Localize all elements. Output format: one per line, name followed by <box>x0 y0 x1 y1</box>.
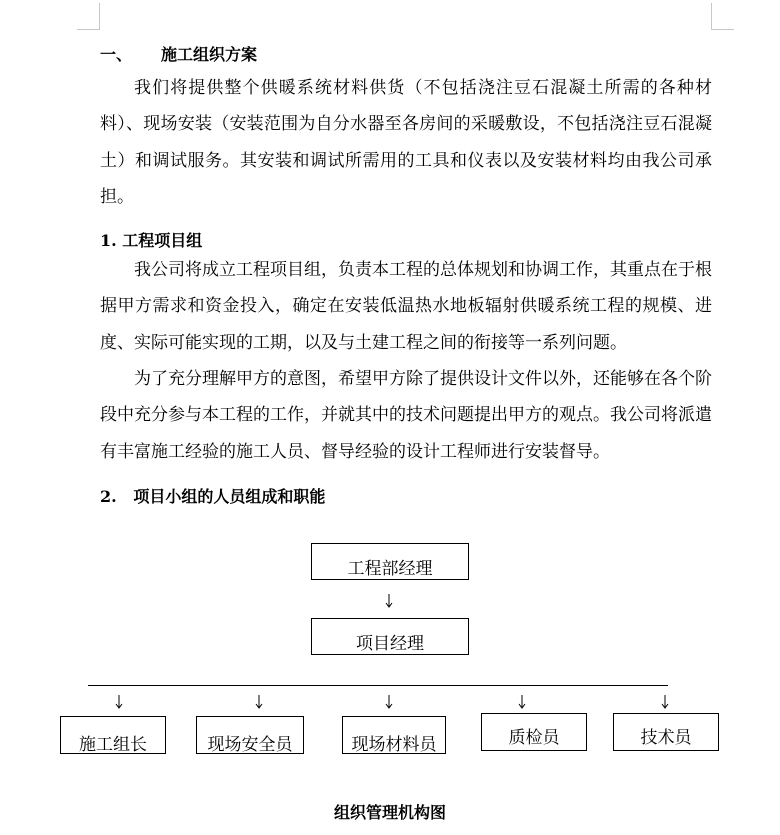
org-box-member <box>60 716 166 754</box>
section-number: 一、 <box>100 45 133 64</box>
project-team-paragraph-1: 我公司将成立工程项目组，负责本工程的总体规划和协调工作，其重点在于根据甲方需求和资金投入，确定在安装低温热水地板辐射供暖系统工程的规模、进度、实际可能实现的工期，以及与土建工程之间的衔接等一系列问题。 <box>100 260 712 353</box>
page-corner-mark-left <box>77 3 100 30</box>
org-label-member: 质检员 <box>508 728 560 748</box>
org-box-member <box>342 716 446 754</box>
subsection-2-title: 2. 项目小组的人员组成和职能 <box>100 487 326 506</box>
org-label-department-manager: 工程部经理 <box>347 559 433 579</box>
org-label-member: 现场材料员 <box>351 735 437 755</box>
org-chart-caption: 组织管理机构图 <box>333 803 446 822</box>
arrow-down-icon <box>114 695 124 709</box>
org-label-member: 施工组长 <box>79 735 147 755</box>
subsection-1-title: 1. 工程项目组 <box>100 231 203 250</box>
org-label-member: 技术员 <box>640 728 692 748</box>
arrow-down-icon <box>254 695 264 709</box>
org-label-member: 现场安全员 <box>207 735 293 755</box>
project-team-paragraph-2: 为了充分理解甲方的意图，希望甲方除了提供设计文件以外，还能够在各个阶段中充分参与本工程的工作，并就其中的技术问题提出甲方的观点。我公司将派遣有丰富施工经验的施工人员、督导经验的设计工程师进行安装督导。 <box>100 369 712 462</box>
arrow-down-icon <box>384 695 394 709</box>
org-box-department-manager <box>311 543 469 580</box>
org-label-project-manager: 项目经理 <box>356 634 424 654</box>
section-title: 施工组织方案 <box>161 45 258 64</box>
arrow-down-icon <box>660 695 670 709</box>
intro-paragraph: 我们将提供整个供暖系统材料供货（不包括浇注豆石混凝土所需的各种材料）、现场安装（安装范围为自分水器至各房间的采暖敷设，不包括浇注豆石混凝土）和调试服务。其安装和调试所需用的工具和仪表以及安装材料均由我公司承担。 <box>100 78 712 207</box>
page-corner-mark-right <box>711 3 734 30</box>
org-box-member <box>613 713 719 751</box>
arrow-down-icon <box>384 594 394 608</box>
arrow-down-icon <box>517 695 527 709</box>
org-connector-line <box>88 685 668 686</box>
org-box-member <box>196 716 304 754</box>
org-box-project-manager <box>311 618 469 655</box>
org-box-member <box>481 713 587 751</box>
